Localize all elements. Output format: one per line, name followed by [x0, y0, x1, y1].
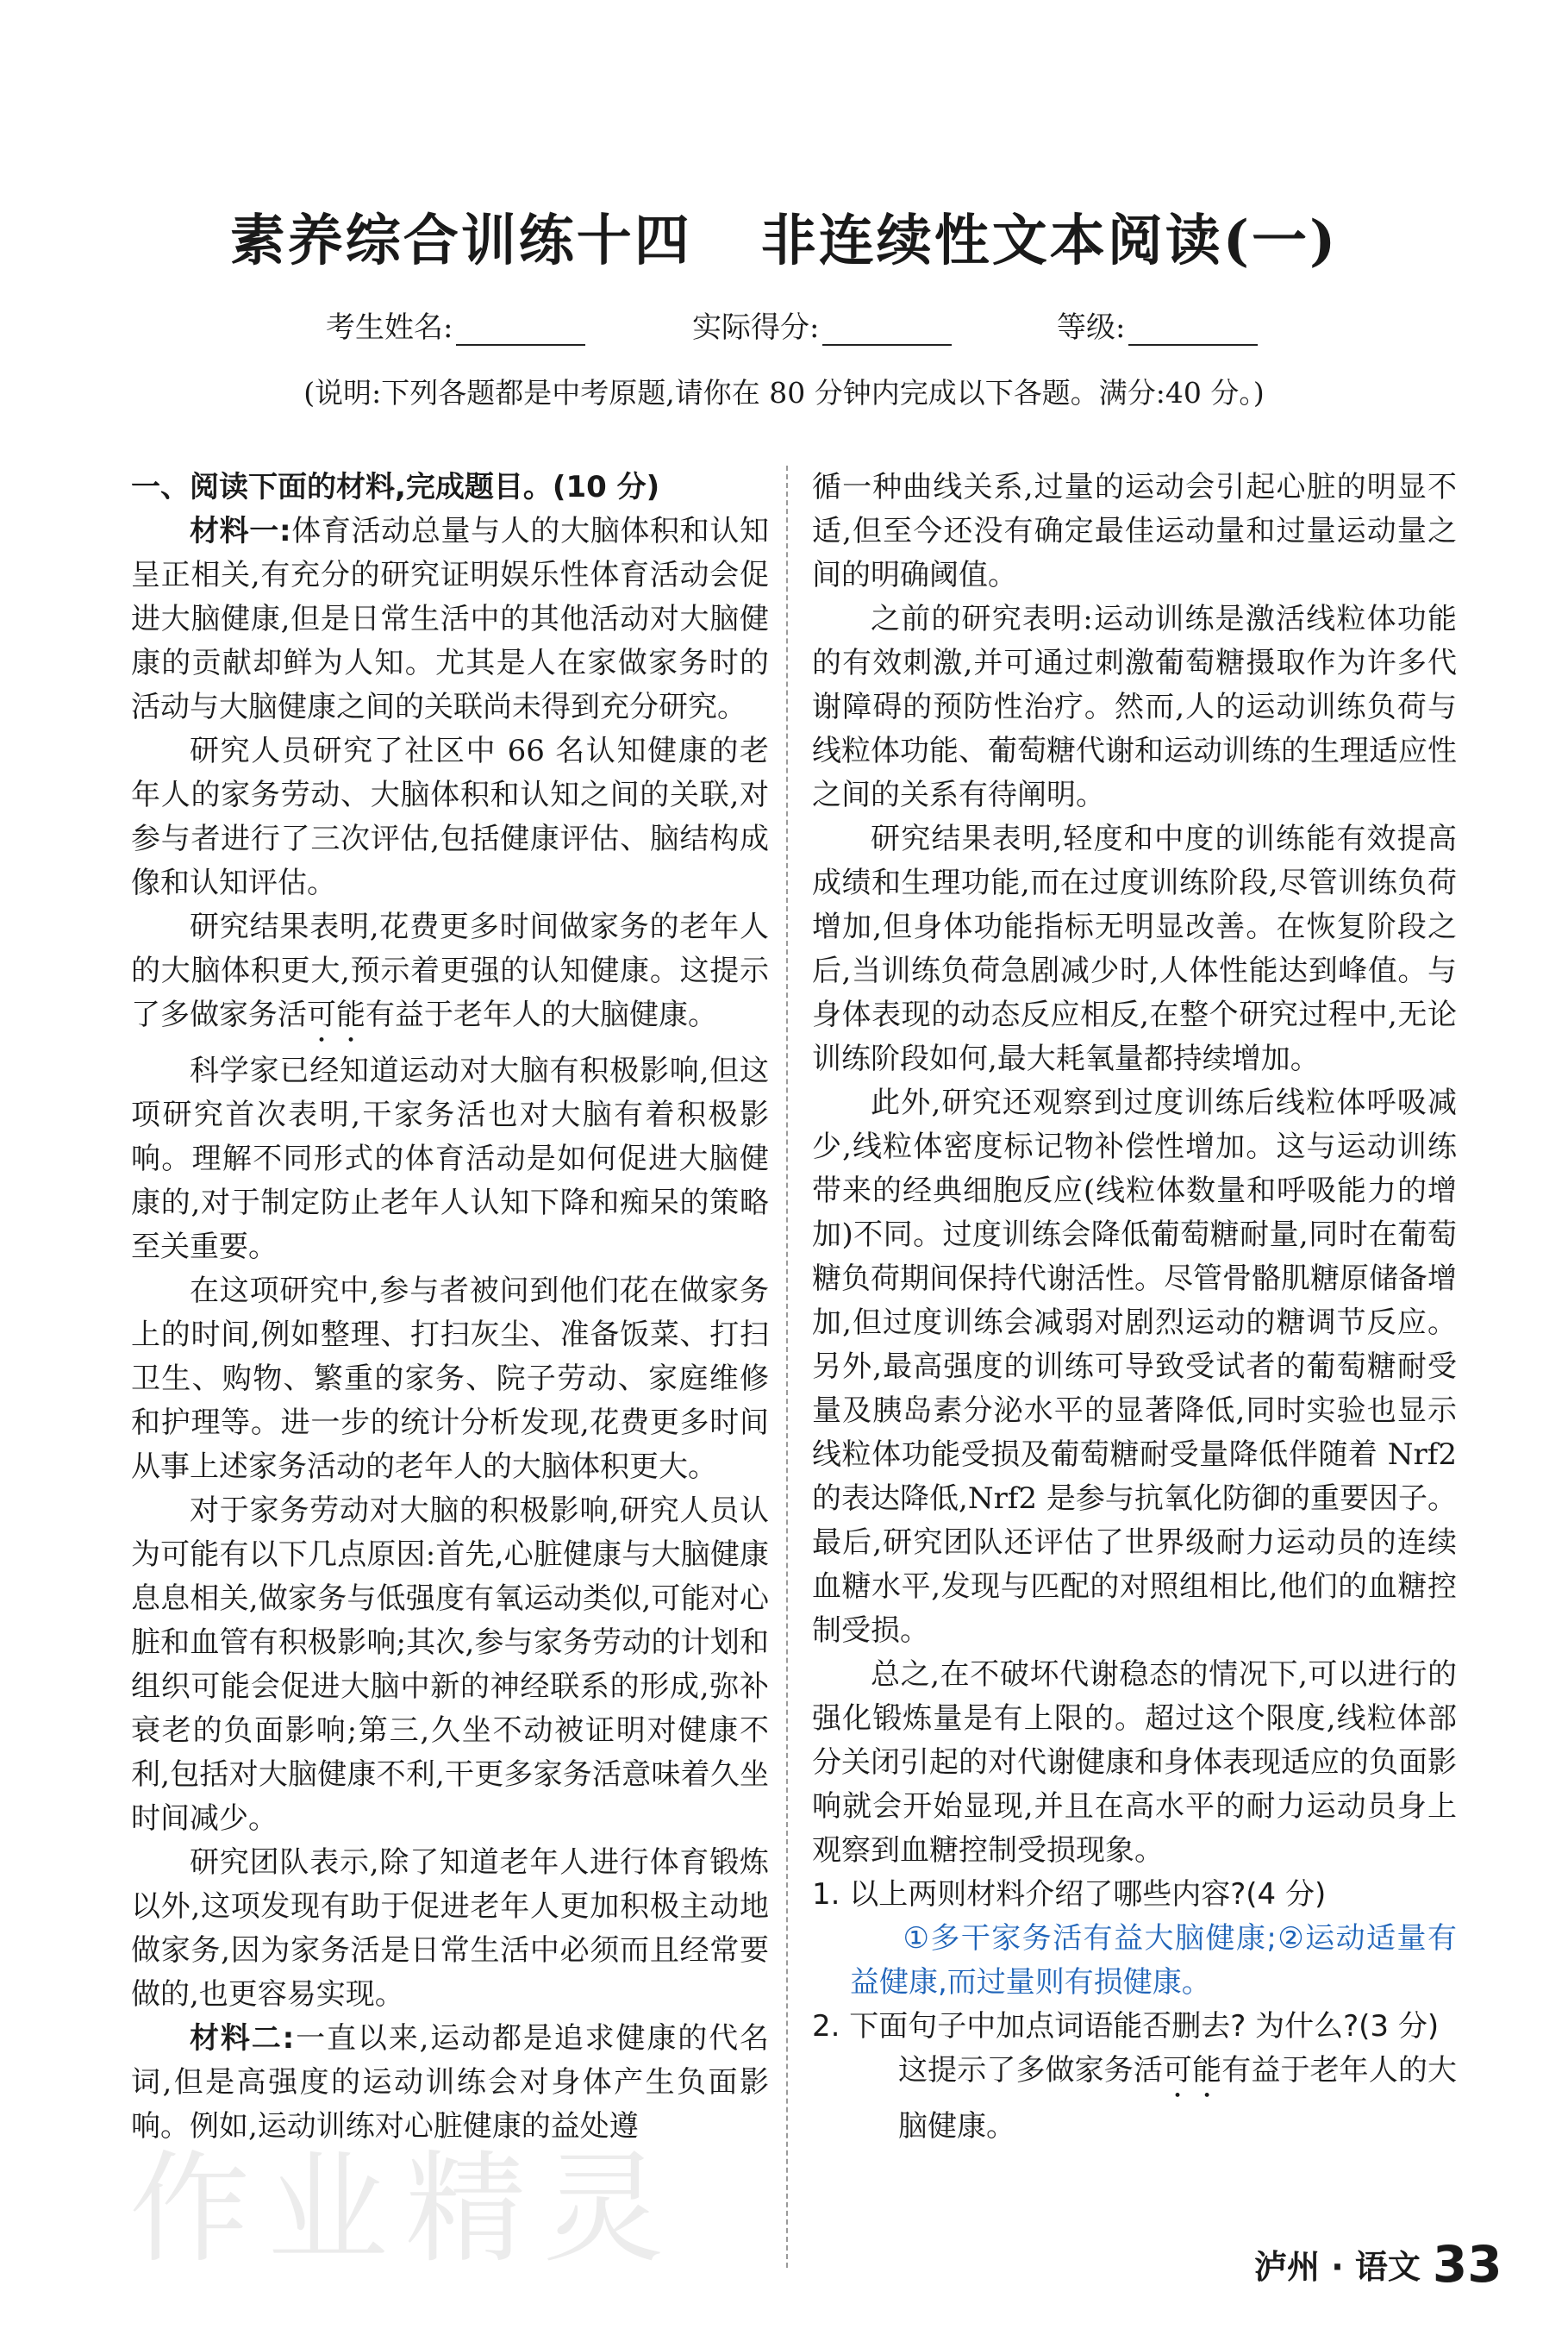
answer-1[interactable] [812, 1917, 1457, 2005]
grade-blank[interactable] [1128, 318, 1258, 346]
material-2-para-5: 总之,在不破坏代谢稳态的情况下,可以进行的强化锻炼量是有上限的。超过这个限度,线粒体部分关闭引起的对代谢健康和身体表现适应的负面影响就会开始显现,并且在高水平的耐力运动员身上观察到血糖控制受损现象。 [812, 1657, 1457, 1868]
question-1: 1. 以上两则材料介绍了哪些内容?(4 分) [812, 1877, 1327, 1912]
material-2-para-4: 此外,研究还观察到过度训练后线粒体呼吸减少,线粒体密度标记物补偿性增加。这与运动训练带来的经典细胞反应(线粒体数量和呼吸能力的增加)不同。过度训练会降低葡萄糖耐量,同时在葡萄糖负荷期间保持代谢活性。尽管骨骼肌糖原储备增加,但过度训练会减弱对剧烈运动的糖调节反应。另外,最高强度的训练可导致受试者的葡萄糖耐受量及胰岛素分泌水平的显著降低,同时实验也显示线粒体功能受损及葡萄糖耐受量降低伴随着 Nrf2 的表达降低,Nrf2 是参与抗氧化防御的重要因子。最后,研究团队还评估了世界级耐力运动员的连续血糖水平,发现与匹配的对照组相比,他们的血糖控制受损。 [812, 1086, 1457, 1648]
score-label: 实际得分: [692, 310, 820, 345]
right-column [812, 466, 1457, 2149]
score-field[interactable] [692, 304, 952, 346]
para-3-part-a: 研究结果表明,花费更多时间做家务的老年人的大脑体积更大,预示着更强的认知健康。这提示了多做家务活 [131, 910, 769, 1032]
quote-part-a: 这提示了多做家务活 [898, 2053, 1163, 2088]
footer-label: 泸州 · 语文 [1254, 2248, 1421, 2286]
page-title [0, 197, 1568, 276]
watermark: 作业精灵 [129, 2139, 682, 2280]
material-1-para-2: 研究人员研究了社区中 66 名认知健康的老年人的家务劳动、大脑体积和认知之间的关联,对参与者进行了三次评估,包括健康评估、脑结构成像和认知评估。 [131, 734, 769, 900]
answer-1-text[interactable]: ①多干家务活有益大脑健康;②运动适量有益健康,而过量则有损健康。 [850, 1921, 1457, 2000]
name-blank[interactable] [456, 318, 585, 346]
material-2-para-1-cont: 循一种曲线关系,过量的运动会引起心脏的明显不适,但至今还没有确定最佳运动量和过量运动量之间的明确阈值。 [812, 470, 1457, 592]
column-divider [786, 466, 788, 2268]
material-1-label: 材料一: [190, 514, 291, 548]
material-1-para-5: 在这项研究中,参与者被问到他们花在做家务上的时间,例如整理、打扫灰尘、准备饭菜、打扫卫生、购物、繁重的家务、院子劳动、家庭维修和护理等。进一步的统计分析发现,花费更多时间从事上述家务活动的老年人的大脑体积更大。 [131, 1274, 769, 1484]
question-2-quote [812, 2049, 1457, 2149]
material-2-para-1 [131, 2017, 769, 2149]
question-2: 2. 下面句子中加点词语能否删去? 为什么?(3 分) [812, 2009, 1440, 2044]
material-2-label: 材料二: [190, 2021, 295, 2056]
title-right: 非连续性文本阅读(一) [760, 209, 1339, 273]
emphasized-word: 可能 [307, 998, 365, 1032]
page-number: 33 [1432, 2235, 1502, 2294]
left-column [131, 466, 769, 2149]
quote-part-b: 有益于老年人的大脑健康。 [898, 2053, 1458, 2144]
material-1-para-4: 科学家已经知道运动对大脑有积极影响,但这项研究首次表明,干家务活也对大脑有着积极影响。理解不同形式的体育活动是如何促进大脑健康的,对于制定防止老年人认知下降和痴呆的策略至关重要。 [131, 1054, 769, 1264]
grade-label: 等级: [1057, 310, 1126, 345]
grade-field[interactable] [1057, 304, 1258, 346]
instructions-note: (说明:下列各题都是中考原题,请你在 80 分钟内完成以下各题。满分:40 分。) [303, 376, 1265, 410]
material-2-para-3: 研究结果表明,轻度和中度的训练能有效提高成绩和生理功能,而在过度训练阶段,尽管训练负荷增加,但身体功能指标无明显改善。在恢复阶段之后,当训练负荷急剧减少时,人体性能达到峰值。与身体表现的动态反应相反,在整个研究过程中,无论训练阶段如何,最大耗氧量都持续增加。 [812, 822, 1457, 1076]
name-label: 考生姓名: [326, 310, 453, 345]
score-blank[interactable] [822, 318, 952, 346]
quote-emphasized-word: 可能 [1163, 2053, 1222, 2088]
material-1-text: 体育活动总量与人的大脑体积和认知呈正相关,有充分的研究证明娱乐性体育活动会促进大脑健康,但是日常生活中的其他活动对大脑健康的贡献却鲜为人知。尤其是人在家做家务时的活动与大脑健康之间的关联尚未得到充分研究。 [131, 514, 769, 724]
material-1-para-1 [131, 510, 769, 729]
para-3-part-b: 有益于老年人的大脑健康。 [365, 998, 717, 1032]
material-2-text: 一直以来,运动都是追求健康的代名词,但是高强度的运动训练会对身体产生负面影响。例如,运动训练对心脏健康的益处遵 [131, 2021, 769, 2144]
title-left: 素养综合训练十四 [229, 209, 692, 273]
material-1-para-3 [131, 905, 769, 1049]
material-1-para-6: 对于家务劳动对大脑的积极影响,研究人员认为可能有以下几点原因:首先,心脏健康与大脑健康息息相关,做家务与低强度有氧运动类似,可能对心脏和血管有积极影响;其次,参与家务劳动的计划和组织可能会促进大脑中新的神经联系的形成,弥补衰老的负面影响;第三,久坐不动被证明对健康不利,包括对大脑健康不利,干更多家务活意味着久坐时间减少。 [131, 1493, 769, 1836]
name-field[interactable] [326, 304, 585, 346]
material-2-para-2: 之前的研究表明:运动训练是激活线粒体功能的有效刺激,并可通过刺激葡萄糖摄取作为许多代谢障碍的预防性治疗。然而,人的运动训练负荷与线粒体功能、葡萄糖代谢和运动训练的生理适应性之间的关系有待阐明。 [812, 602, 1457, 812]
page-footer [1254, 2235, 1502, 2294]
material-1-para-7: 研究团队表示,除了知道老年人进行体育锻炼以外,这项发现有助于促进老年人更加积极主动地做家务,因为家务活是日常生活中必须而且经常要做的,也更容易实现。 [131, 1845, 769, 2012]
section-title: 一、阅读下面的材料,完成题目。(10 分) [131, 470, 660, 504]
